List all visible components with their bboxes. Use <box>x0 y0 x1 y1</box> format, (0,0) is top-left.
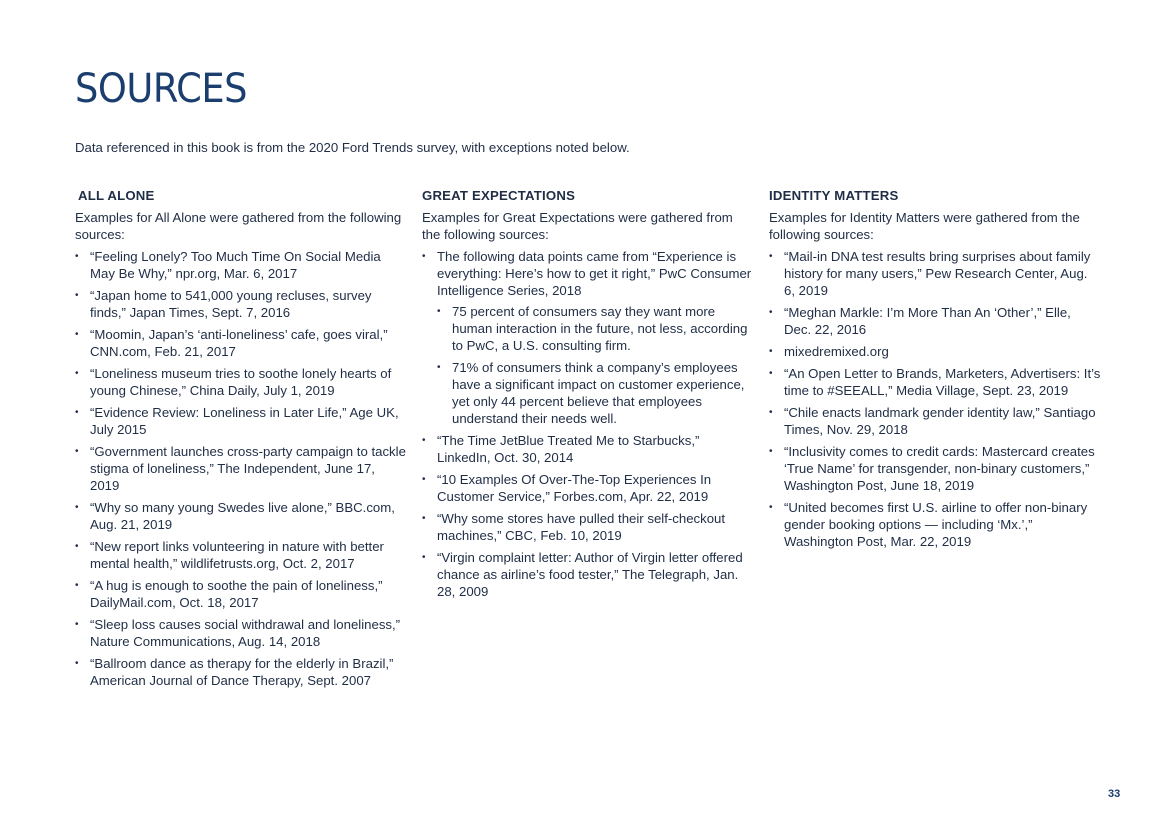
sub-list-item: • 71% of consumers think a company’s employees have a significant impact on customer experience, yet only 44 percent believe that employees understand their needs well. <box>437 359 754 427</box>
section-heading: GREAT EXPECTATIONS <box>422 188 576 203</box>
list-item: • “Evidence Review: Loneliness in Later Life,” Age UK, July 2015 <box>75 404 407 438</box>
section-heading: ALL ALONE <box>78 188 155 203</box>
list-item: • “Sleep loss causes social withdrawal and loneliness,” Nature Communications, Aug. 14, 2018 <box>75 616 407 650</box>
list-item: • “Moomin, Japan’s ‘anti-loneliness’ cafe, goes viral,” CNN.com, Feb. 21, 2017 <box>75 326 407 360</box>
list-item: • mixedremixed.org <box>769 343 1101 360</box>
list-item: • “Inclusivity comes to credit cards: Mastercard creates ‘True Name’ for transgender, non-binary customers,” Washington Post, June 18, 2019 <box>769 443 1101 494</box>
section-lead: Examples for All Alone were gathered from the following sources: <box>75 210 402 242</box>
list-item: • “Meghan Markle: I’m More Than An ‘Other’,” Elle, Dec. 22, 2016 <box>769 304 1101 338</box>
section-heading: IDENTITY MATTERS <box>769 188 899 203</box>
list-item: • “Mail-in DNA test results bring surprises about family history for many users,” Pew Research Center, Aug. 6, 2019 <box>769 248 1101 299</box>
column-all-alone <box>75 188 407 694</box>
list-item: • “Why so many young Swedes live alone,” BBC.com, Aug. 21, 2019 <box>75 499 407 533</box>
list-item: • “10 Examples Of Over-The-Top Experiences In Customer Service,” Forbes.com, Apr. 22, 2019 <box>422 471 754 505</box>
list-item: • “Government launches cross-party campaign to tackle stigma of loneliness,” The Independent, June 17, 2019 <box>75 443 407 494</box>
list-item: • “Japan home to 541,000 young recluses, survey finds,” Japan Times, Sept. 7, 2016 <box>75 287 407 321</box>
sub-list-item: • 75 percent of consumers say they want more human interaction in the future, not less, according to PwC, a U.S. consulting firm. <box>437 303 754 354</box>
list-item: • “The Time JetBlue Treated Me to Starbucks,” LinkedIn, Oct. 30, 2014 <box>422 432 754 466</box>
section-lead: Examples for Identity Matters were gathered from the following sources: <box>769 210 1080 242</box>
list-item: • “An Open Letter to Brands, Marketers, Advertisers: It’s time to #SEEALL,” Media Village, Sept. 23, 2019 <box>769 365 1101 399</box>
list-item <box>422 248 754 427</box>
source-list <box>769 248 1101 550</box>
list-item: • “Why some stores have pulled their self-checkout machines,” CBC, Feb. 10, 2019 <box>422 510 754 544</box>
source-list <box>75 248 407 689</box>
intro-text: Data referenced in this book is from the 2020 Ford Trends survey, with exceptions noted below. <box>75 140 630 155</box>
sub-list <box>437 303 754 427</box>
section-lead: Examples for Great Expectations were gathered from the following sources: <box>422 210 733 242</box>
page-number: 33 <box>1108 788 1121 800</box>
list-item: • “Chile enacts landmark gender identity law,” Santiago Times, Nov. 29, 2018 <box>769 404 1101 438</box>
source-list <box>422 248 754 600</box>
list-item: • “Virgin complaint letter: Author of Virgin letter offered chance as airline’s food tester,” The Telegraph, Jan. 28, 2009 <box>422 549 754 600</box>
column-great-expectations <box>422 188 754 605</box>
list-item: • “United becomes first U.S. airline to offer non-binary gender booking options — including ‘Mx.’,” Washington Post, Mar. 22, 2019 <box>769 499 1101 550</box>
list-item: • “Loneliness museum tries to soothe lonely hearts of young Chinese,” China Daily, July 1, 2019 <box>75 365 407 399</box>
list-item: • “New report links volunteering in nature with better mental health,” wildlifetrusts.org, Oct. 2, 2017 <box>75 538 407 572</box>
list-item-text: The following data points came from “Experience is everything: Here’s how to get it right,” PwC Consumer Intelligence Series, 2018 <box>437 249 752 298</box>
column-identity-matters <box>769 188 1101 555</box>
list-item: • “A hug is enough to soothe the pain of loneliness,” DailyMail.com, Oct. 18, 2017 <box>75 577 407 611</box>
list-item: • “Ballroom dance as therapy for the elderly in Brazil,” American Journal of Dance Therapy, Sept. 2007 <box>75 655 407 689</box>
page-title: SOURCES <box>75 66 248 112</box>
list-item: • “Feeling Lonely? Too Much Time On Social Media May Be Why,” npr.org, Mar. 6, 2017 <box>75 248 407 282</box>
